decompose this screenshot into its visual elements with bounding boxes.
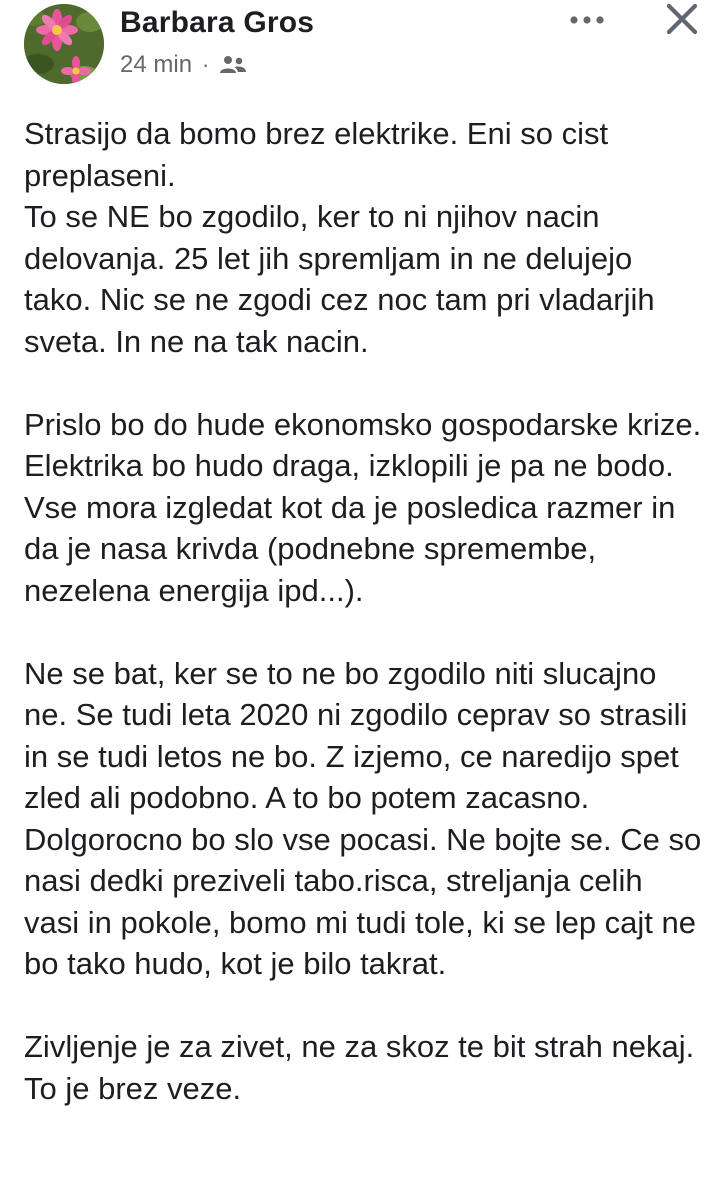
post-time[interactable]: 24 min [120,51,193,78]
post-meta [120,48,247,82]
post-header [0,0,723,100]
paragraph-gap [24,362,704,404]
avatar[interactable] [24,4,104,84]
paragraph-gap [24,611,704,653]
author-name[interactable]: Barbara Gros [120,6,315,39]
post-text [24,113,704,1109]
post-paragraph: Ne se bat, ker se to ne bo zgodilo niti slucajno ne. Se tudi leta 2020 ni zgodilo ceprav so strasili in se tudi letos ne bo. Z izjemo, ce naredijo spet zled ali podobno. A to bo potem zacasno. Dolgorocno bo slo vse pocasi. Ne bojte se. Ce so nasi dedki preziveli tabo.risca, streljanja celih vasi in pokole, bomo mi tudi tole, ki se lep cajt ne bo tako hudo, kot je bilo takrat. [24,655,702,981]
pink-flower-avatar-icon [24,4,104,84]
more-options-button[interactable] [566,6,610,34]
post-paragraph: Zivljenje je za zivet, ne za skoz te bit strah nekaj. To je brez veze. [24,1029,695,1106]
close-icon [660,0,704,44]
post-paragraph: Strasijo da bomo brez elektrike. Eni so cist preplaseni. To se NE bo zgodilo, ker to ni njihov nacin delovanja. 25 let jih spremljam in ne delujejo tako. Nic se ne zgodi cez noc tam pri vladarjih sveta. In ne na tak nacin. [24,116,655,359]
close-button[interactable] [660,0,704,44]
post-paragraph: Prislo bo do hude ekonomsko gospodarske krize. Elektrika bo hudo draga, izklopili je pa ne bodo. Vse mora izgledat kot da je posledica razmer in da je nasa krivda (podnebne spremembe, nezelena energija ipd...). [24,406,702,608]
paragraph-gap [24,985,704,1027]
more-dots-icon [566,6,610,34]
friends-icon[interactable] [219,54,247,76]
meta-separator: · [202,52,210,77]
